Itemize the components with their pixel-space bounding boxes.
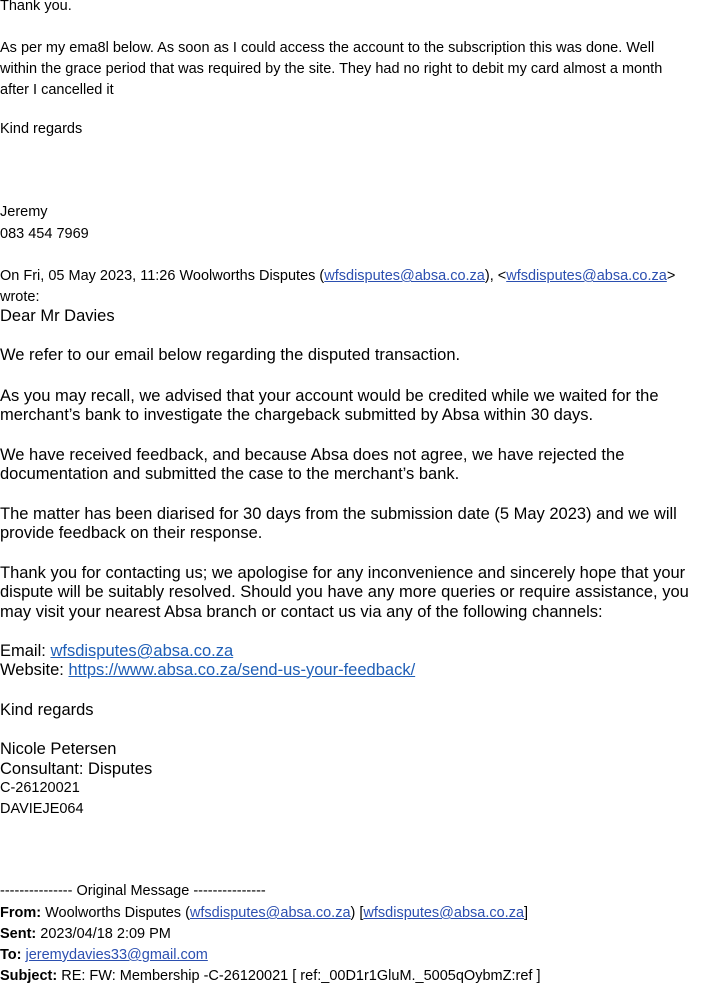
bank-paragraph-2-line: As you may recall, we advised that your account would be credited while we waited for the [0, 387, 659, 405]
reply-closing: Kind regards [0, 121, 83, 137]
quote-header-middle: ), < [484, 268, 507, 284]
original-sent-value: 2023/04/18 2:09 PM [36, 926, 171, 942]
reply-body-line: within the grace period that was required by the site. They had no right to debit my card almost a month [0, 61, 663, 77]
original-sent-label: Sent: [0, 926, 37, 942]
reply-signature-phone: 083 454 7969 [0, 226, 89, 242]
original-subject-value: RE: FW: Membership -C-26120021 [ ref:_00D1r1GluM._5005qOybmZ:ref ] [57, 968, 541, 984]
reply-signature-name: Jeremy [0, 204, 48, 220]
bank-paragraph-4-line: provide feedback on their response. [0, 524, 263, 542]
original-sent [0, 924, 171, 945]
bank-reference-1: C-26120021 [0, 780, 80, 796]
reply-body-line: after I cancelled it [0, 82, 114, 98]
original-from-mid: ) [ [350, 905, 364, 921]
bank-contact-website-label: Website: [0, 661, 69, 679]
bank-contact-website-link[interactable]: https://www.absa.co.za/send-us-your-feedback/ [68, 661, 416, 679]
original-from-label: From: [0, 905, 42, 921]
bank-paragraph-3-line: We have received feedback, and because Absa does not agree, we have rejected the [0, 446, 625, 464]
bank-paragraph-1: We refer to our email below regarding the disputed transaction. [0, 346, 461, 364]
original-from-email-link-2[interactable]: wfsdisputes@absa.co.za [363, 905, 525, 921]
original-from-end: ] [524, 905, 529, 921]
reply-body-line: As per my ema8l below. As soon as I could access the account to the subscription this was done. Well [0, 40, 655, 56]
bank-paragraph-5-line: Thank you for contacting us; we apologise for any inconvenience and sincerely hope that your [0, 564, 686, 582]
bank-closing: Kind regards [0, 701, 94, 719]
original-to-email-link[interactable]: jeremydavies33@gmail.com [25, 947, 208, 963]
bank-reference-2: DAVIEJE064 [0, 801, 84, 817]
bank-contact-email-label: Email: [0, 642, 51, 660]
original-from [0, 903, 528, 924]
original-message-divider: --------------- Original Message --------------- [0, 883, 266, 899]
reply-thanks: Thank you. [0, 0, 72, 14]
bank-paragraph-3-line: documentation and submitted the case to the merchant’s bank. [0, 465, 460, 483]
bank-paragraph-2-line: merchant’s bank to investigate the chargeback submitted by Absa within 30 days. [0, 406, 594, 424]
bank-contact-website [0, 660, 415, 680]
bank-sender-name: Nicole Petersen [0, 740, 117, 758]
original-to-label: To: [0, 947, 22, 963]
quote-header-wrote: wrote: [0, 289, 40, 305]
quote-header-email-link[interactable]: wfsdisputes@absa.co.za [324, 268, 485, 284]
original-to [0, 945, 208, 966]
original-subject-label: Subject: [0, 968, 58, 984]
bank-contact-email [0, 641, 233, 661]
original-from-name: Woolworths Disputes ( [41, 905, 190, 921]
bank-paragraph-5-line: may visit your nearest Absa branch or contact us via any of the following channels: [0, 603, 603, 621]
quote-header-email-link-2[interactable]: wfsdisputes@absa.co.za [506, 268, 667, 284]
bank-paragraph-5-line: dispute will be suitably resolved. Should you have any more queries or require assistance, you [0, 583, 689, 601]
quote-header-prefix: On Fri, 05 May 2023, 11:26 Woolworths Disputes ( [0, 268, 325, 284]
quote-header [0, 266, 675, 287]
bank-greeting: Dear Mr Davies [0, 307, 115, 325]
quote-header-suffix: > [666, 268, 676, 284]
original-from-email-link[interactable]: wfsdisputes@absa.co.za [189, 905, 351, 921]
bank-sender-title: Consultant: Disputes [0, 760, 153, 778]
bank-contact-email-link[interactable]: wfsdisputes@absa.co.za [50, 642, 234, 660]
bank-paragraph-4-line: The matter has been diarised for 30 days from the submission date (5 May 2023) and we will [0, 505, 677, 523]
